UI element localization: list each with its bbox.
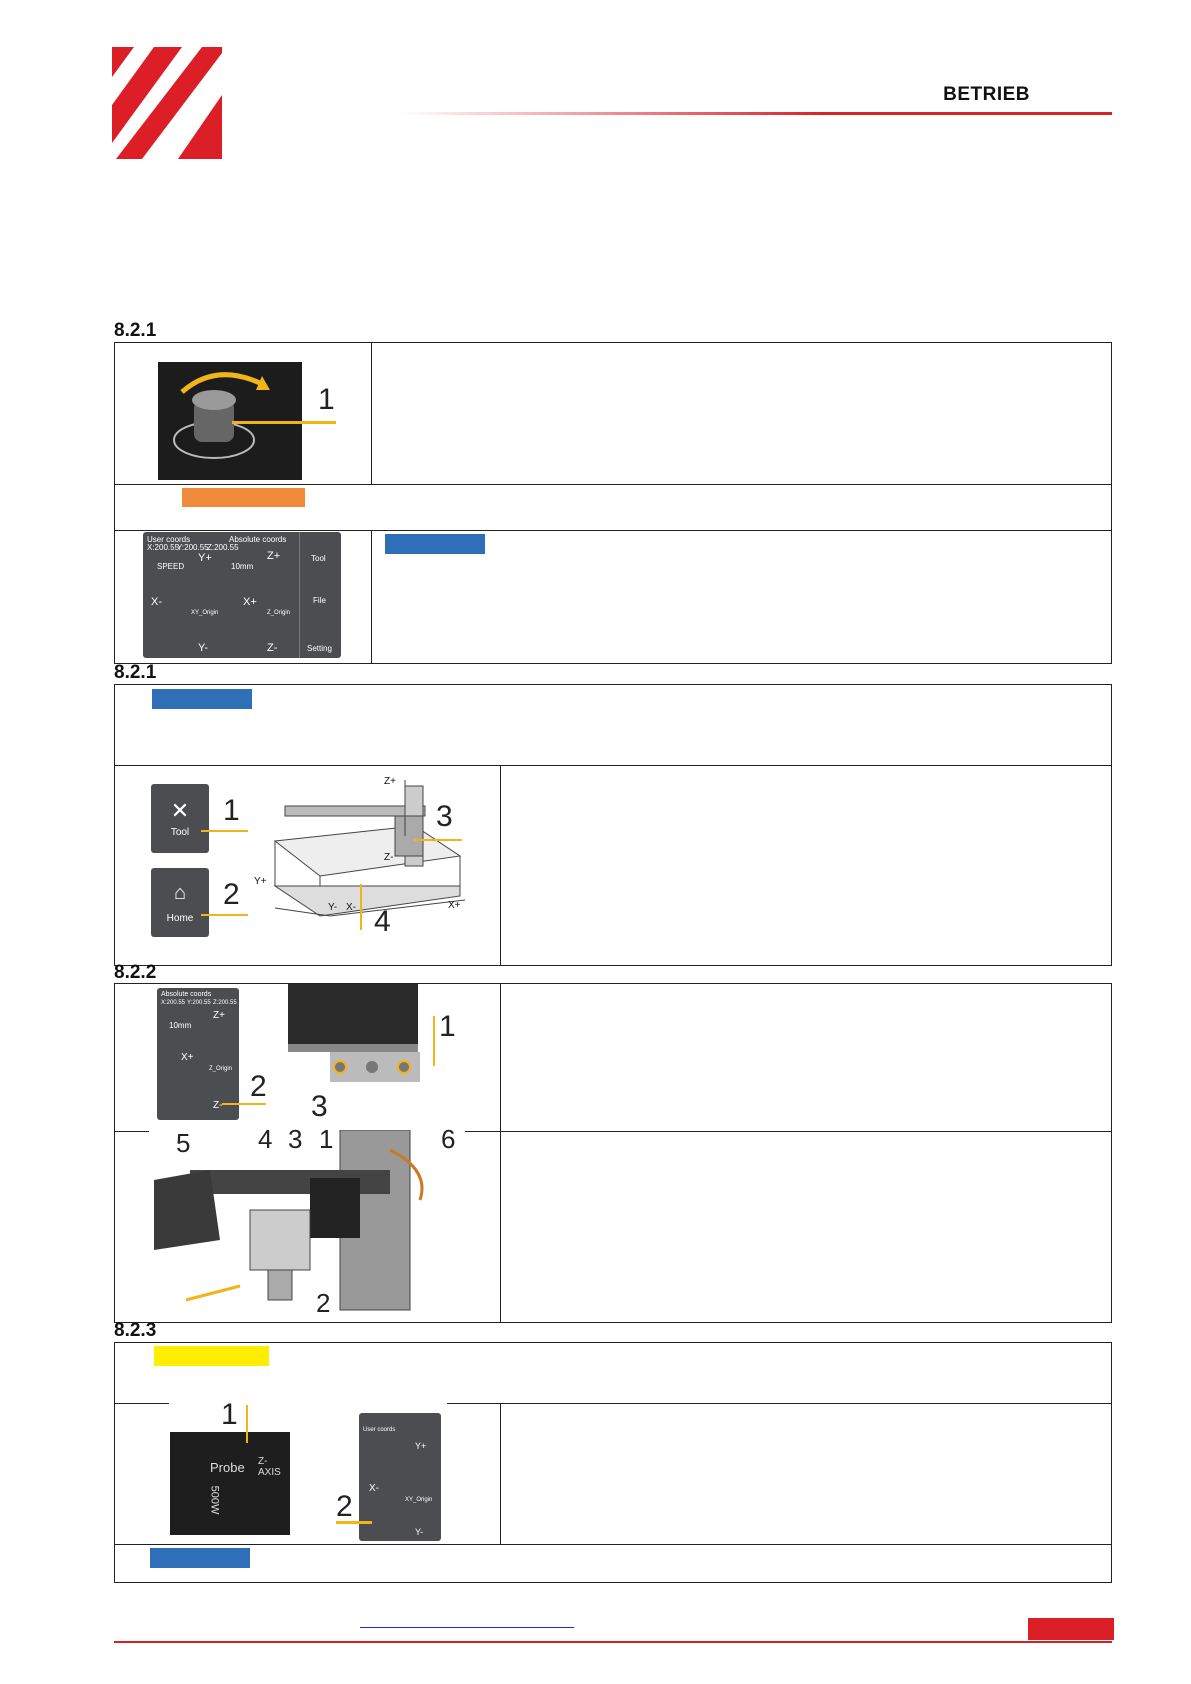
callout-number: 2 [250, 1070, 267, 1103]
x-minus-button[interactable]: X- [369, 1483, 379, 1494]
brand-logo [112, 47, 222, 159]
callout-number: 1 [221, 1398, 238, 1431]
callout-number: 3 [436, 800, 453, 833]
section-number: 8.2.3 [114, 1320, 157, 1341]
callout-arrow [201, 914, 248, 916]
z-plus-button[interactable]: Z+ [267, 550, 281, 562]
axis-label: Z-AXIS [258, 1456, 281, 1478]
tool-label: Tool [170, 827, 190, 838]
callout-number: 1 [439, 1010, 456, 1043]
z-panel-screen [157, 988, 239, 1120]
y-minus-button[interactable]: Y- [415, 1527, 424, 1537]
callout-number: 3 [288, 1124, 303, 1154]
setting-button[interactable]: Setting [307, 644, 332, 653]
coord-y: Y:200.55 [177, 543, 209, 552]
axis-label-y-plus: Y+ [254, 876, 267, 887]
coord-z: Z:200.55 [207, 543, 239, 552]
coord-z: Z:200.55 [213, 1000, 237, 1006]
callout-number: 5 [176, 1128, 191, 1158]
y-minus-button[interactable]: Y- [198, 642, 208, 654]
home-label: Home [166, 913, 194, 924]
y-plus-button[interactable]: Y+ [415, 1441, 427, 1451]
callout-arrow [246, 1405, 248, 1443]
axis-label-x-plus: X+ [448, 900, 461, 911]
callout-number: 1 [223, 794, 240, 827]
highlight-mark-blue [385, 534, 485, 554]
callout-arrow [414, 839, 462, 841]
screen-divider [299, 532, 300, 658]
axis-label-y-minus: Y- [328, 902, 338, 913]
highlight-mark-blue [152, 689, 252, 709]
callout-arrow [201, 830, 248, 832]
wrench-icon: ✕ [170, 798, 190, 823]
callout-number: 2 [316, 1288, 331, 1318]
callout-arrow [360, 884, 362, 930]
probe-photo [170, 1432, 290, 1535]
probe-label: Probe [210, 1460, 245, 1475]
control-screen [143, 532, 341, 658]
axis-label-z-plus: Z+ [384, 776, 396, 787]
section-number: 8.2.1 [114, 662, 157, 683]
z-minus-button[interactable]: Z- [213, 1100, 223, 1111]
power-label: 500W [208, 1485, 221, 1515]
tool-button[interactable]: Tool [311, 554, 326, 563]
callout-number: 2 [223, 878, 240, 911]
callout-number: 6 [441, 1124, 456, 1154]
header-divider [400, 112, 1112, 115]
callout-arrow [433, 1016, 435, 1066]
xy-origin-button[interactable]: XY_Origin [191, 610, 219, 616]
x-plus-button[interactable]: X+ [243, 596, 257, 608]
file-button[interactable]: File [313, 596, 326, 605]
x-minus-button[interactable]: X- [151, 596, 162, 608]
xy-origin-button[interactable]: XY_Origin [405, 1497, 433, 1503]
home-icon: ⌂ [173, 882, 187, 904]
abs-coords-label: Absolute coords [161, 991, 212, 998]
z-origin-button[interactable]: Z_Origin [209, 1066, 233, 1072]
highlight-mark-blue [150, 1548, 250, 1568]
z-minus-button[interactable]: Z- [267, 642, 278, 654]
callout-number: 2 [336, 1490, 353, 1523]
coord-y: Y:200.55 [187, 1000, 211, 1006]
header-title: BETRIEB [943, 84, 1030, 105]
callout-number: 3 [311, 1090, 328, 1123]
highlight-mark-yellow [154, 1346, 269, 1366]
callout-number: 4 [258, 1124, 273, 1154]
user-coords-label: User coords [147, 535, 191, 544]
step-label: 10mm [231, 562, 254, 571]
callout-number: 1 [318, 383, 335, 416]
footer-link-underline[interactable] [360, 1627, 574, 1628]
z-origin-button[interactable]: Z_Origin [267, 610, 291, 616]
motor-illustration [284, 984, 424, 1094]
footer-divider [114, 1641, 1112, 1643]
page-number-box [1028, 1618, 1114, 1640]
coord-x: X:200.55 [161, 1000, 186, 1006]
section-number: 8.2.1 [114, 320, 157, 341]
x-plus-button[interactable]: X+ [181, 1052, 194, 1063]
tool-button-image [151, 784, 209, 853]
callout-number: 4 [374, 905, 391, 938]
axis-label-x-minus: X- [346, 902, 356, 913]
coord-x: X:200.55 [147, 543, 180, 552]
home-button-image [151, 868, 209, 937]
z-plus-button[interactable]: Z+ [213, 1010, 225, 1021]
section-number: 8.2.2 [114, 962, 157, 983]
callout-number: 1 [319, 1124, 334, 1154]
y-plus-button[interactable]: Y+ [198, 552, 212, 564]
highlight-mark-orange [182, 488, 305, 507]
step-label: 10mm [169, 1021, 192, 1030]
abs-coords-label: Absolute coords [229, 535, 287, 544]
user-coords-label: User coords [363, 1427, 396, 1433]
speed-button[interactable]: SPEED [157, 562, 185, 571]
callout-arrow [232, 421, 336, 424]
spindle-assembly-illustration [150, 1130, 450, 1320]
axis-label-z-minus: Z- [384, 852, 394, 863]
